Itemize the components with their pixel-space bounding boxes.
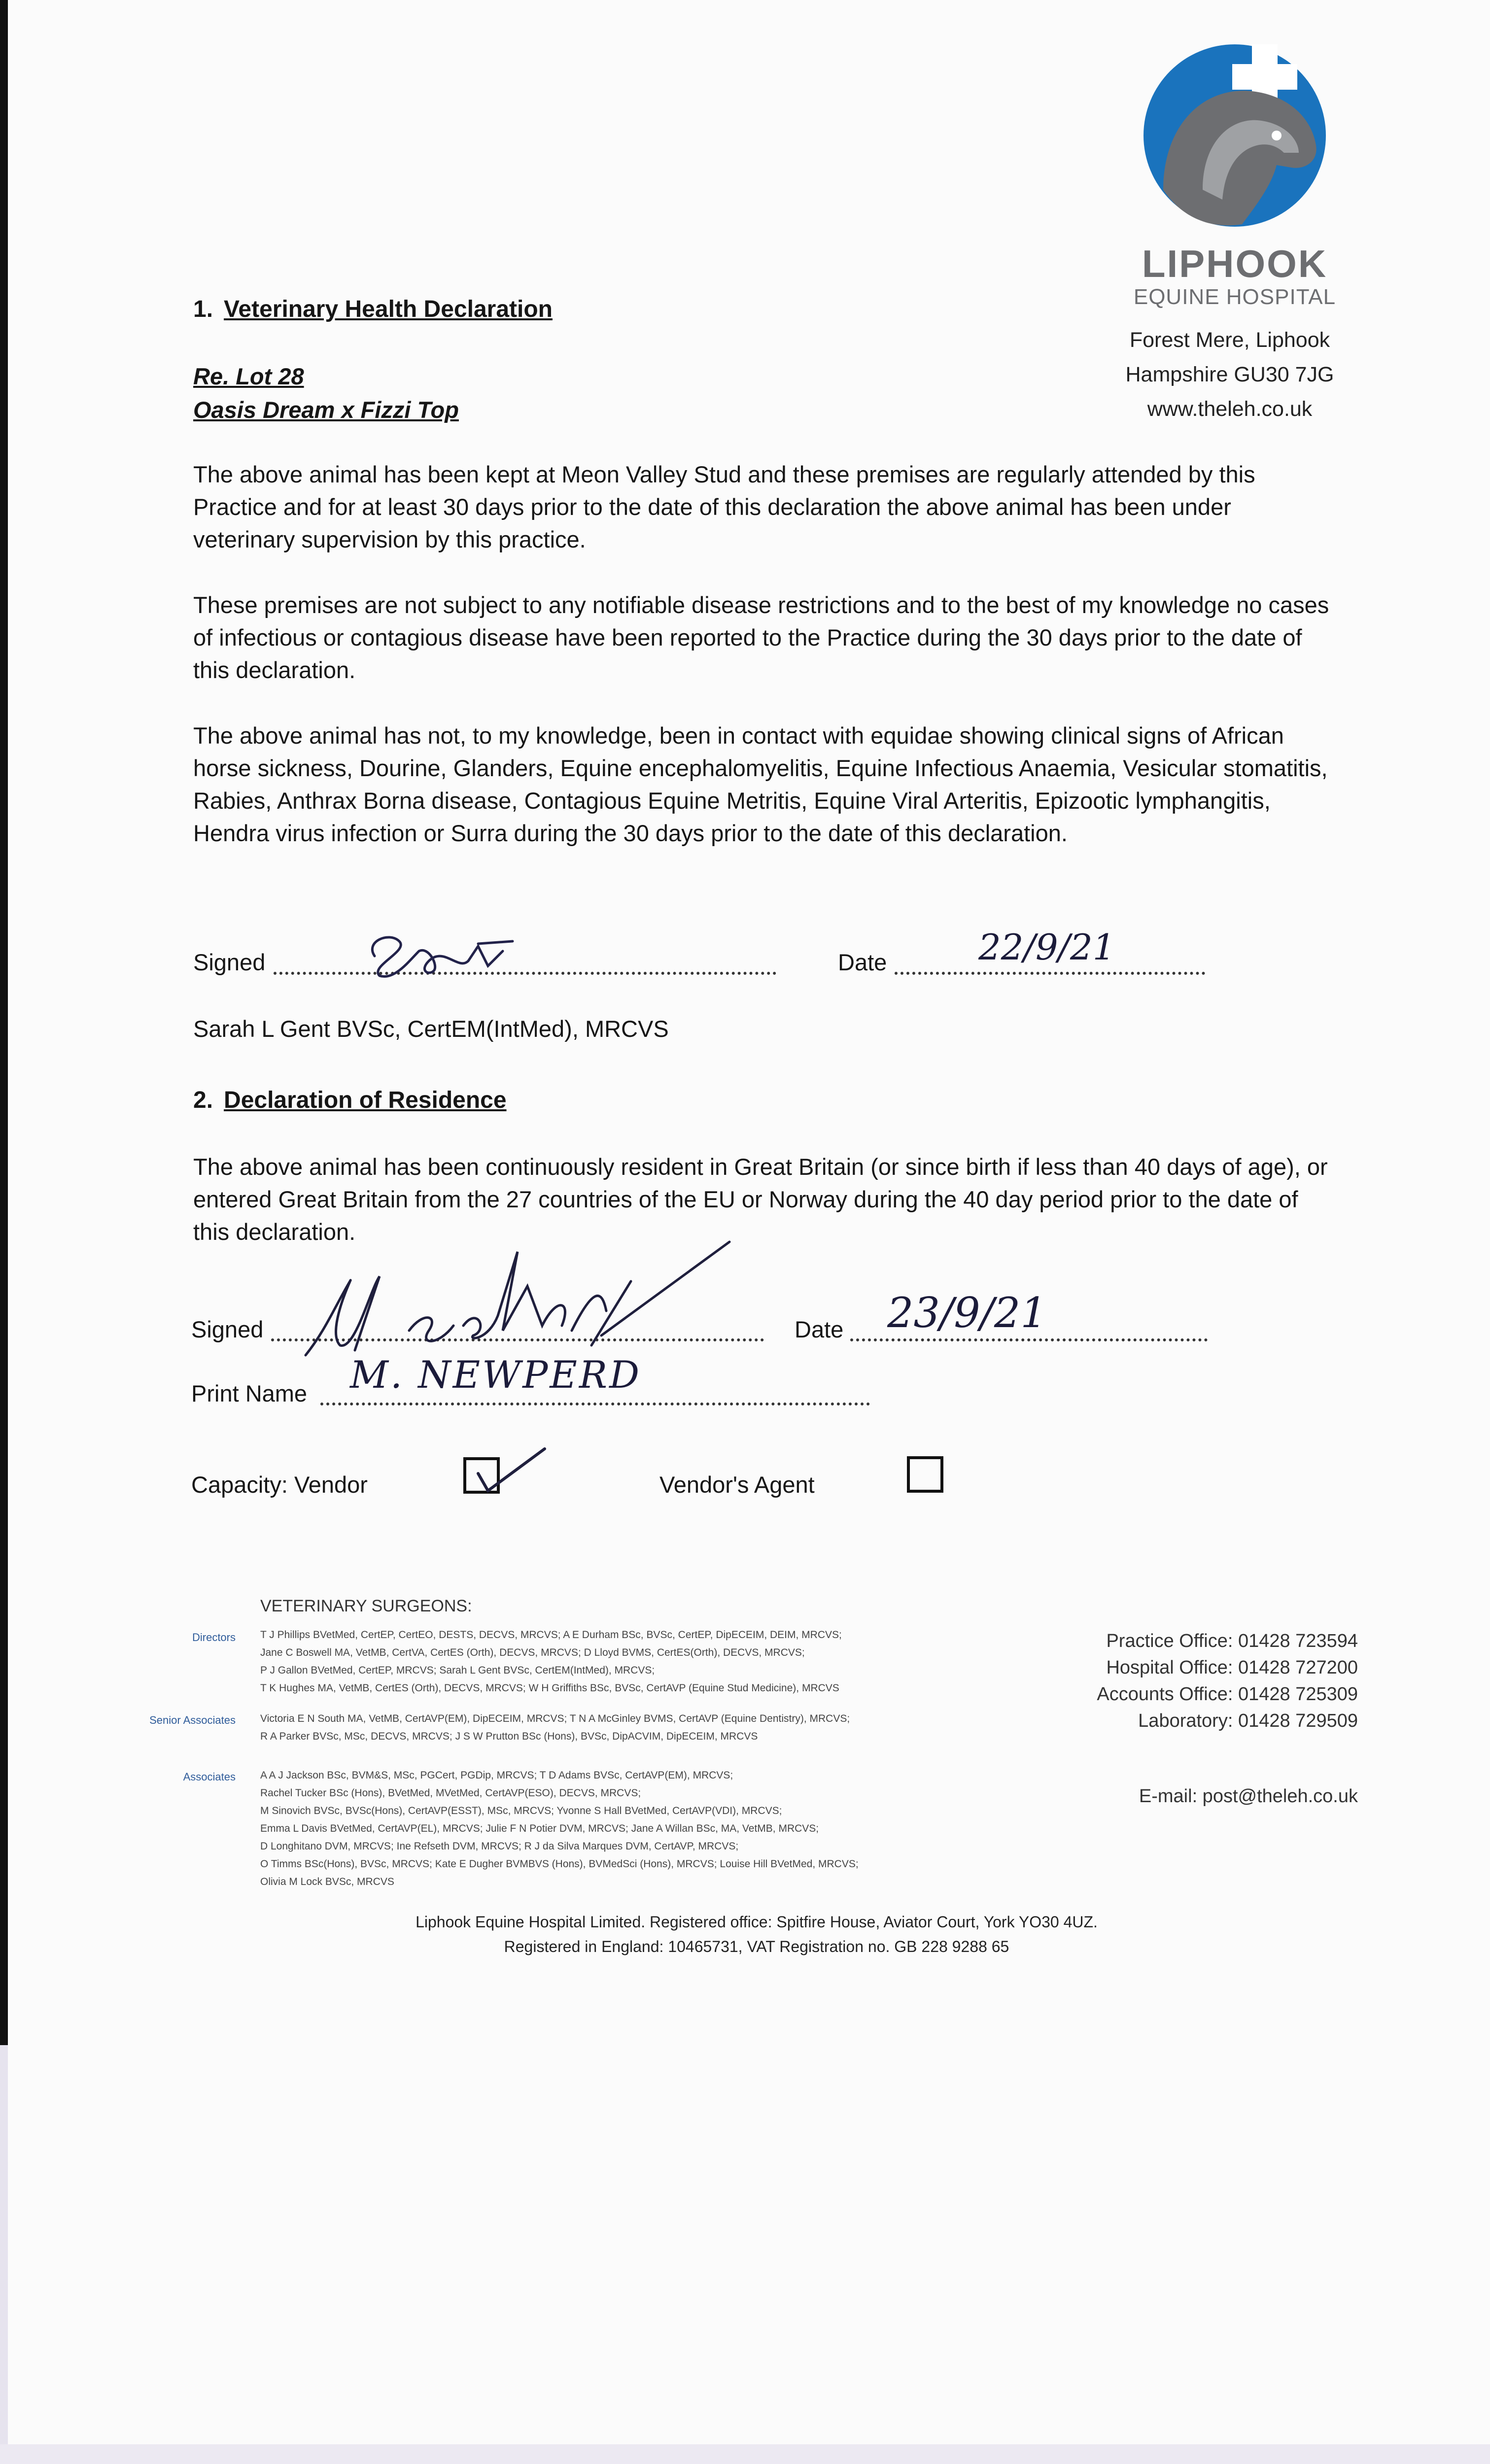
section-1-number: 1. — [193, 296, 213, 322]
section-2-number: 2. — [193, 1087, 213, 1113]
footer-line-1: Liphook Equine Hospital Limited. Registered office: Spitfire House, Aviator Court, York YO30 4UZ. — [416, 1913, 1098, 1931]
vendors-agent-label: Vendor's Agent — [659, 1472, 815, 1498]
address-line-1: Forest Mere, Liphook — [1129, 328, 1330, 352]
print-name-value: M. NEWPERD — [350, 1353, 641, 1397]
date-line-1[interactable] — [895, 972, 1205, 975]
senior-associates-label: Senior Associates — [149, 1714, 236, 1726]
laboratory-phone[interactable]: Laboratory: 01428 729509 — [1138, 1711, 1358, 1731]
associate-line: D Longhitano DVM, MRCVS; Ine Refseth DVM, MRCVS; R J da Silva Marques DVM, CertAVP, MRCVS; — [260, 1841, 739, 1852]
address-line-2: Hampshire GU30 7JG — [1125, 363, 1334, 386]
director-line: T K Hughes MA, VetMB, CertES (Orth), DECVS, MRCVS; W H Griffiths BSc, BVSc, CertAVP (Equine Stud Medicine), MRCVS — [260, 1682, 839, 1694]
print-name-label: Print Name — [191, 1380, 308, 1406]
associates-list — [260, 1767, 859, 1891]
logo-name: LIPHOOK — [1142, 242, 1328, 285]
footer-line-2: Registered in England: 10465731, VAT Registration no. GB 228 9288 65 — [504, 1938, 1009, 1955]
date-label-2: Date — [795, 1316, 844, 1342]
section-1-title: Veterinary Health Declaration — [224, 296, 553, 322]
signed-label-2: Signed — [191, 1316, 264, 1342]
check-mark-icon — [466, 1444, 550, 1501]
associate-line: O Timms BSc(Hons), BVSc, MRCVS; Kate E Dugher BVMBVS (Hons), BVMedSci (Hons), MRCVS; Louise Hill BVetMed, MRCVS; — [260, 1858, 859, 1870]
director-line: Jane C Boswell MA, VetMB, CertVA, CertES (Orth), DECVS, MRCVS; D Lloyd BVMS, CertES(Orth), DECVS, MRCVS; — [260, 1647, 805, 1658]
lot-number: Re. Lot 28 — [193, 363, 304, 389]
print-name-line[interactable] — [320, 1403, 870, 1405]
horse-head-logo-icon — [1129, 42, 1341, 249]
horse-pedigree: Oasis Dream x Fizzi Top — [193, 397, 459, 423]
hospital-address — [1109, 323, 1351, 426]
vendor-signature — [296, 1232, 739, 1368]
associates-label: Associates — [183, 1771, 236, 1783]
associate-line: Emma L Davis BVetMed, CertAVP(EL), MRCVS; Julie F N Potier DVM, MRCVS; Jane A Willan BSc, MA, VetMB, MRCVS; — [260, 1823, 819, 1834]
hospital-office-phone[interactable]: Hospital Office: 01428 727200 — [1106, 1657, 1358, 1678]
registered-office-footer — [197, 1910, 1316, 1959]
date-line-2[interactable] — [850, 1338, 1208, 1341]
directors-list — [260, 1626, 842, 1697]
vendors-agent-checkbox[interactable] — [907, 1456, 943, 1493]
email-address[interactable]: E-mail: post@theleh.co.uk — [1139, 1786, 1358, 1807]
logo-subtitle: EQUINE HOSPITAL — [1133, 285, 1336, 309]
declaration-paragraph-2: These premises are not subject to any notifiable disease restrictions and to the best of my knowledge no cases of infectious or contagious disease have been reported to the Practice during the 30 days prior to the date of this declaration. — [193, 592, 1329, 683]
directors-label: Directors — [192, 1631, 236, 1643]
director-line: P J Gallon BVetMed, CertEP, MRCVS; Sarah L Gent BVSc, CertEM(IntMed), MRCVS; — [260, 1665, 655, 1676]
section-2-heading — [193, 1087, 507, 1114]
senior-associates-list — [260, 1710, 850, 1745]
vet-name-qualifications: Sarah L Gent BVSc, CertEM(IntMed), MRCVS — [193, 1016, 669, 1042]
associate-line: A A J Jackson BSc, BVM&S, MSc, PGCert, PGDip, MRCVS; T D Adams BVSc, CertAVP(EM), MRCVS; — [260, 1770, 733, 1781]
residence-paragraph: The above animal has been continuously resident in Great Britain (or since birth if less than 40 days of age), or entered Great Britain from the 27 countries of the EU or Norway during the 40 day period prior to the date of this declaration. — [193, 1154, 1328, 1245]
scan-edge-lower — [0, 2045, 8, 2464]
senior-associate-line: Victoria E N South MA, VetMB, CertAVP(EM), DipECEIM, MRCVS; T N A McGinley BVMS, CertAVP (Equine Dentistry), MRCVS; — [260, 1713, 850, 1724]
declaration-paragraph-1: The above animal has been kept at Meon Valley Stud and these premises are regularly attended by this Practice and for at least 30 days prior to the date of this declaration the above animal has been under veterinary supervision by this practice. — [193, 461, 1255, 552]
capacity-vendor-label: Capacity: Vendor — [191, 1472, 368, 1498]
practice-office-phone[interactable]: Practice Office: 01428 723594 — [1106, 1631, 1358, 1651]
vet-date: 22/9/21 — [978, 926, 1115, 968]
director-line: T J Phillips BVetMed, CertEP, CertEO, DESTS, DECVS, MRCVS; A E Durham BSc, BVSc, CertEP, DipECEIM, DEIM, MRCVS; — [260, 1629, 842, 1641]
signed-label-1: Signed — [193, 949, 266, 975]
accounts-office-phone[interactable]: Accounts Office: 01428 725309 — [1097, 1684, 1358, 1705]
hospital-logo — [1129, 42, 1341, 249]
associate-line: M Sinovich BVSc, BVSc(Hons), CertAVP(ESST), MSc, MRCVS; Yvonne S Hall BVetMed, CertAVP(VDI), MRCVS; — [260, 1805, 782, 1816]
scan-edge — [0, 0, 8, 2045]
date-label-1: Date — [838, 949, 887, 975]
website-link[interactable]: www.theleh.co.uk — [1147, 397, 1313, 421]
section-1-heading — [193, 296, 553, 323]
vendor-date: 23/9/21 — [887, 1289, 1047, 1337]
associate-line: Rachel Tucker BSc (Hons), BVetMed, MVetMed, CertAVP(ESO), DECVS, MRCVS; — [260, 1787, 641, 1799]
veterinary-surgeons-heading: VETERINARY SURGEONS: — [260, 1597, 472, 1615]
declaration-paragraph-3: The above animal has not, to my knowledge, been in contact with equidae showing clinical signs of African horse sickness, Dourine, Glanders, Equine encephalomyelitis, Equine Infectious Anaemia, Vesicular stomatitis, Rabies, Anthrax Borna disease, Contagious Equine Metritis, Equine Viral Arteritis, Epizootic lymphangitis, Hendra virus infection or Surra during the 30 days prior to the date of this declaration. — [193, 722, 1328, 846]
senior-associate-line: R A Parker BVSc, MSc, DECVS, MRCVS; J S W Prutton BSc (Hons), BVSc, DipACVIM, DipECEIM, MRCVS — [260, 1731, 758, 1742]
contact-numbers — [1010, 1628, 1358, 1734]
lot-reference — [193, 360, 459, 427]
associate-line: Olivia M Lock BVSc, MRCVS — [260, 1876, 394, 1887]
section-2-title: Declaration of Residence — [224, 1087, 507, 1113]
vet-signature — [355, 922, 532, 983]
scan-edge-bottom — [0, 2444, 1490, 2464]
